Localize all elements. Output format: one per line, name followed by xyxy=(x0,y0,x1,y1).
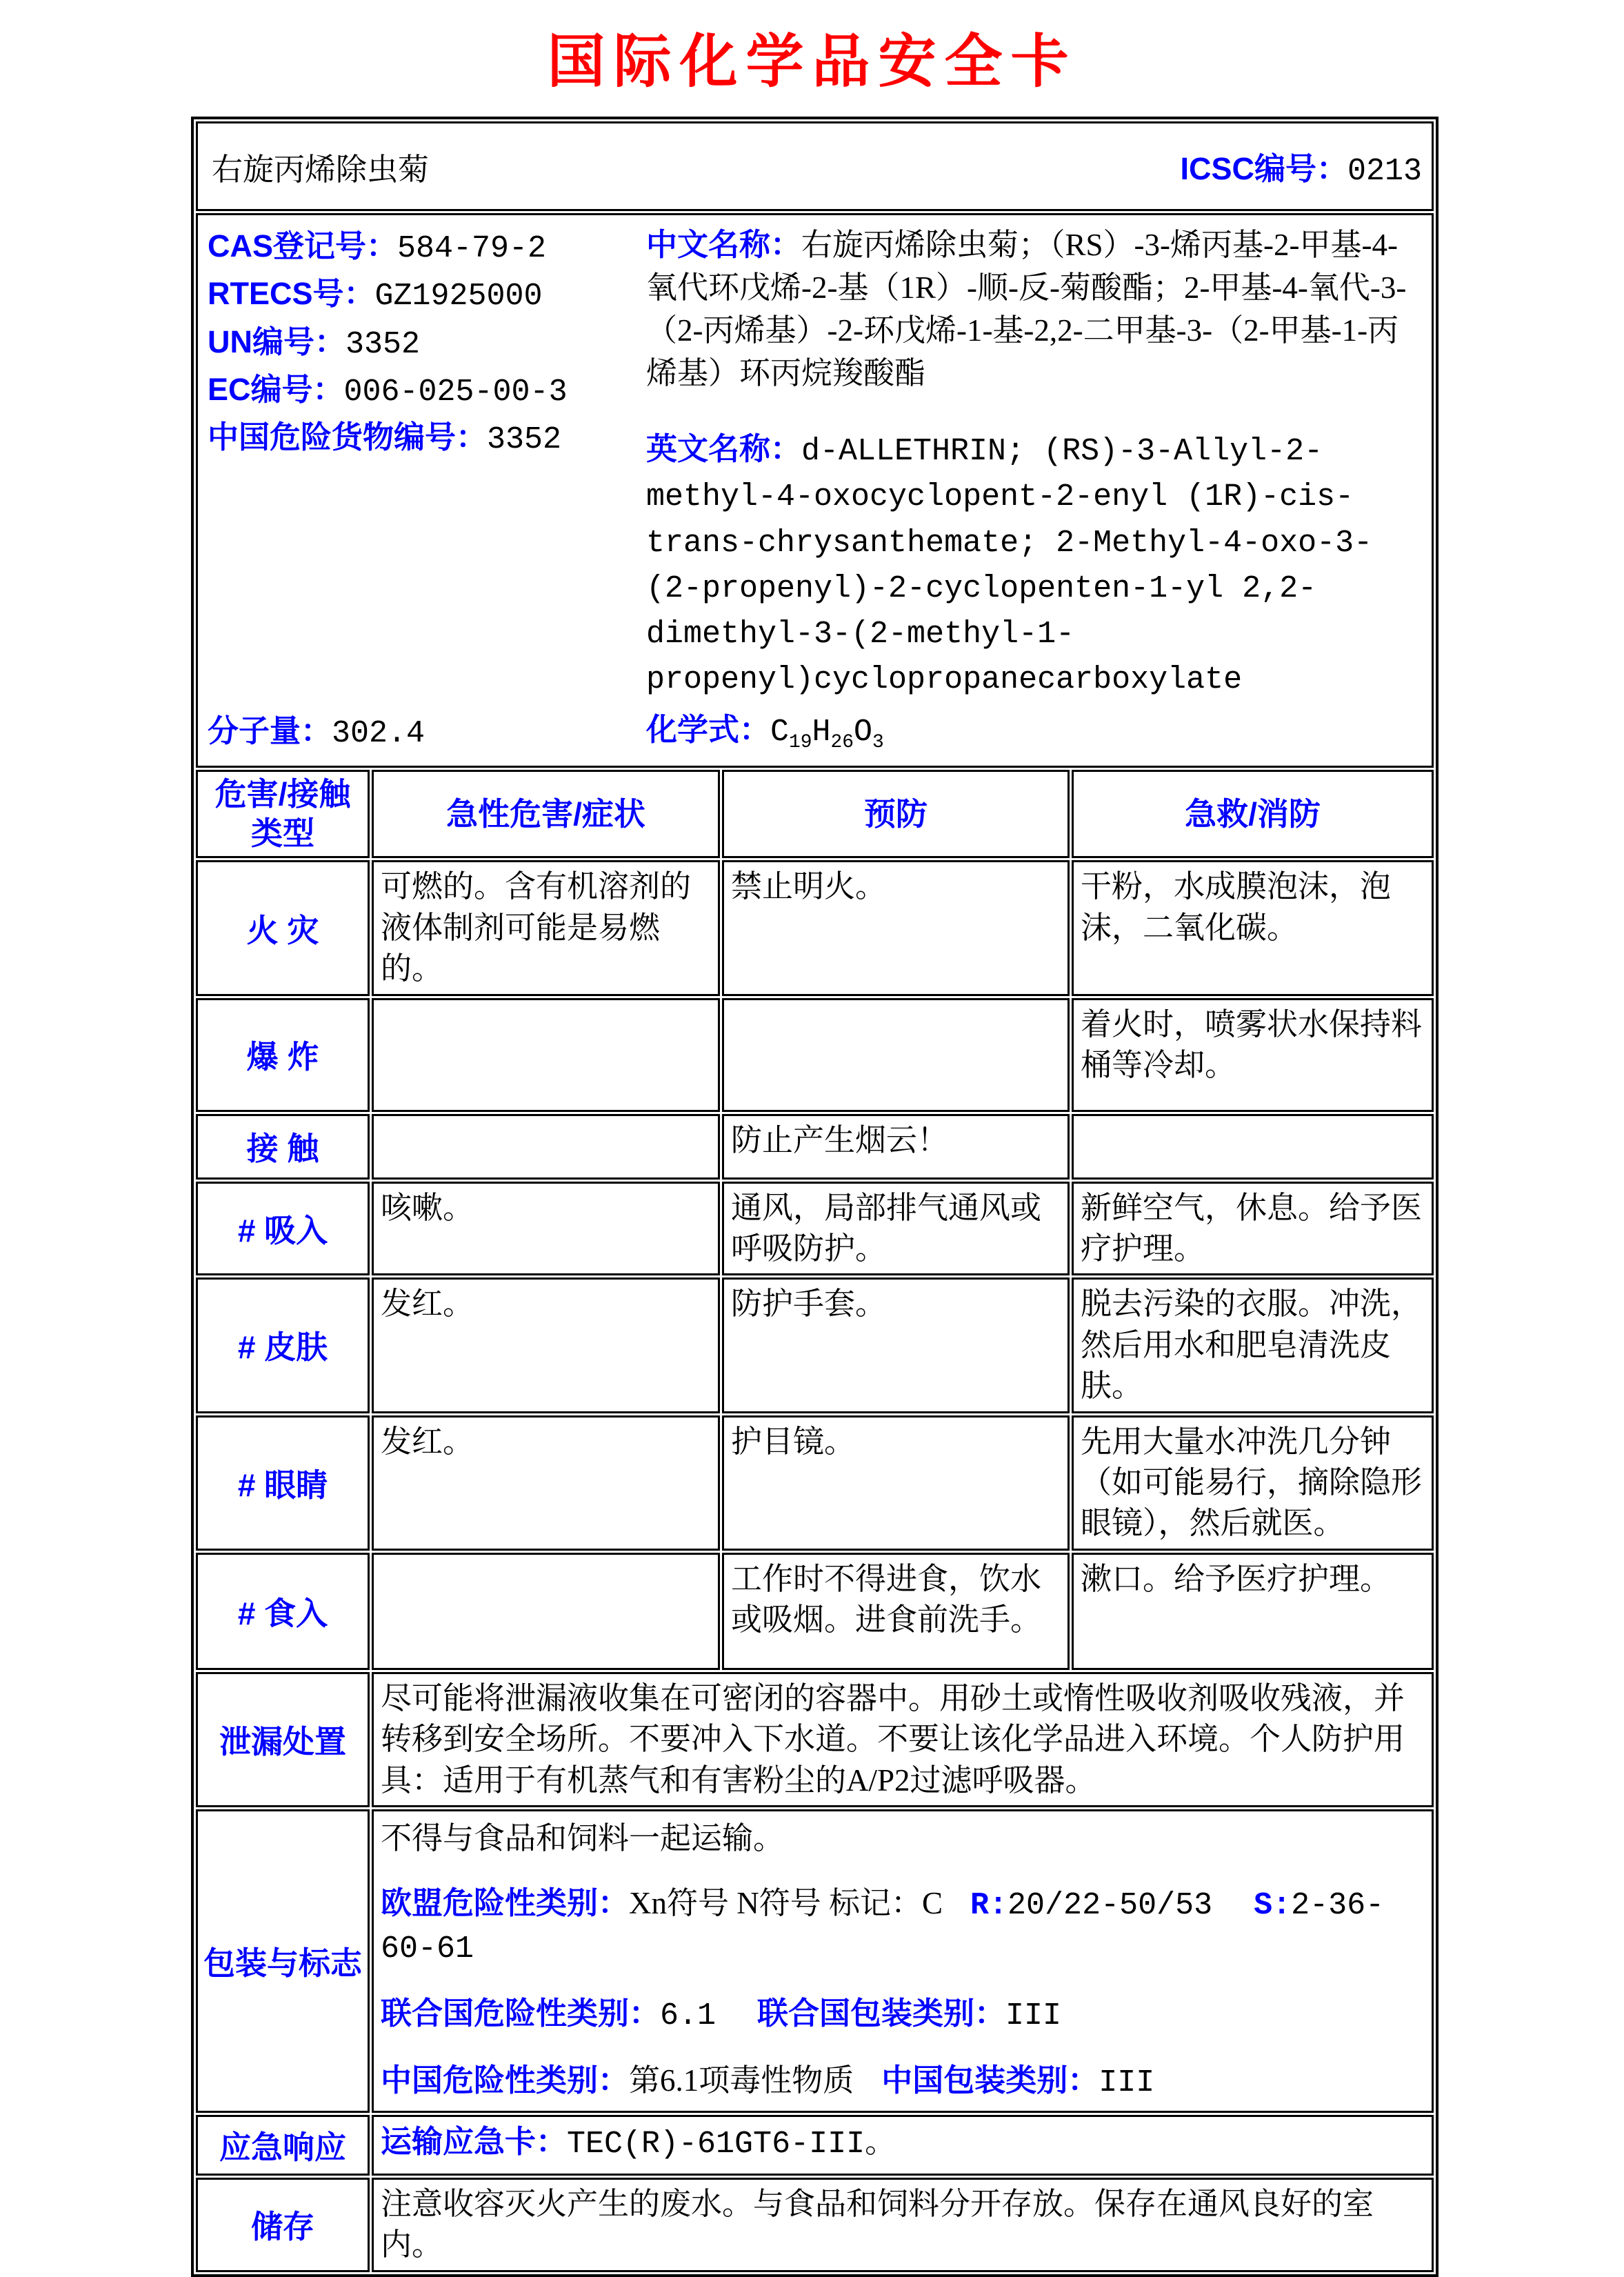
ec-value: 006-025-00-3 xyxy=(343,374,568,410)
eu-class-label: 欧盟危险性类别： xyxy=(381,1885,630,1921)
english-name-paragraph xyxy=(646,428,1425,702)
card-header-row xyxy=(196,121,1434,211)
chemical-name: 右旋丙烯除虫菊 xyxy=(212,152,430,187)
molecular-weight-label: 分子量： xyxy=(208,713,332,749)
cn-pack-value: III xyxy=(1099,2065,1155,2101)
hazard-row-fire-prevention: 禁止明火。 xyxy=(722,860,1070,995)
cas-label: CAS登记号： xyxy=(208,228,398,264)
cn-dg-value: 3352 xyxy=(487,422,562,457)
eu-s-value: 2-36-60-61 xyxy=(381,1888,1385,1967)
chinese-name-paragraph xyxy=(646,223,1425,395)
eu-r-label: R: xyxy=(970,1888,1008,1924)
hazard-row-skin-response: 脱去污染的衣服。冲洗，然后用水和肥皂清洗皮肤。 xyxy=(1072,1277,1434,1413)
packaging-label: 包装与标志 xyxy=(196,1809,370,2113)
hazard-row-explosion-symptoms xyxy=(372,998,720,1112)
storage-section xyxy=(196,2178,1434,2272)
cn-dg-label: 中国危险货物编号： xyxy=(208,419,488,455)
hazard-row-eyes-symptoms: 发红。 xyxy=(372,1415,720,1551)
un-label: UN编号： xyxy=(208,324,345,359)
transport-card-value: TEC(R)-61GT6-III。 xyxy=(567,2126,896,2162)
english-name-value: d-ALLETHRIN; (RS)-3-Allyl-2-methyl-4-oxocyclopent-2-enyl (1R)-cis-trans-chrysanthemate; 2-Methyl-4-oxo-3-(2-propenyl)-2-cyclopenten-1-yl 2,2-dimethyl-3-(2-methyl-1-propenyl)cyclopropanecarboxylate xyxy=(646,434,1373,697)
page-title: 国际化学品安全卡 xyxy=(547,30,1077,95)
hazard-header-response: 急救/消防 xyxy=(1072,770,1434,858)
spill-label: 泄漏处置 xyxy=(196,1672,370,1807)
hazard-header-type: 危害/接触 类型 xyxy=(196,770,370,858)
emergency-label: 应急响应 xyxy=(196,2115,370,2176)
icsc-number: 0213 xyxy=(1347,154,1422,189)
hazard-row-ingestion-prevention: 工作时不得进食，饮水或吸烟。进食前洗手。 xyxy=(722,1553,1070,1670)
cn-class-value: 第6.1项毒性物质 xyxy=(629,2063,854,2098)
storage-label: 储存 xyxy=(196,2178,370,2272)
formula-label: 化学式： xyxy=(646,711,771,747)
hazard-table xyxy=(196,770,1434,1669)
hazard-row-fire-symptoms: 可燃的。含有机溶剂的液体制剂可能是易燃的。 xyxy=(372,860,720,995)
packaging-content xyxy=(372,1809,1434,2113)
icsc-number-group xyxy=(1180,143,1422,189)
emergency-content xyxy=(372,2115,1434,2176)
safety-card xyxy=(191,117,1438,2277)
formula-line xyxy=(646,708,1425,757)
rtecs-value: GZ1925000 xyxy=(374,279,543,315)
identification-section xyxy=(196,213,1434,768)
names-block xyxy=(642,223,1425,756)
registry-lines xyxy=(208,223,642,462)
ec-label: EC编号： xyxy=(208,371,344,407)
hazard-header-symptoms: 急性危害/症状 xyxy=(372,770,720,858)
eu-r-value: 20/22-50/53 xyxy=(1008,1888,1213,1924)
hazard-row-explosion-prevention xyxy=(722,998,1070,1112)
hazard-header-prevention: 预防 xyxy=(722,770,1070,858)
un-value: 3352 xyxy=(345,326,421,362)
hazard-row-exposure-label: 接 触 xyxy=(196,1114,370,1180)
registry-line-cn-dangerous-goods xyxy=(208,415,642,462)
hazard-row-ingestion-label: # 食入 xyxy=(196,1553,370,1670)
rtecs-label: RTECS号： xyxy=(208,276,375,312)
transport-card-label: 运输应急卡： xyxy=(381,2123,568,2159)
hazard-row-inhalation-response: 新鲜空气，休息。给予医疗护理。 xyxy=(1072,1182,1434,1276)
spill-section xyxy=(196,1672,1434,1807)
spill-content: 尽可能将泄漏液收集在可密闭的容器中。用砂土或惰性吸收剂吸收残液，并转移到安全场所。不要冲入下水道。不要让该化学品进入环境。个人防护用具：适用于有机蒸气和有害粉尘的A/P2过滤呼吸器。 xyxy=(372,1672,1434,1807)
icsc-label: ICSC编号： xyxy=(1180,151,1347,186)
registry-line-ec xyxy=(208,367,642,415)
hazard-row-exposure-prevention: 防止产生烟云！ xyxy=(722,1114,1070,1180)
un-class-value: 6.1 xyxy=(660,1998,716,2034)
hazard-row-skin-label: # 皮肤 xyxy=(196,1277,370,1413)
english-name-label: 英文名称： xyxy=(646,431,802,467)
packaging-eu-line xyxy=(381,1882,1425,1969)
registry-numbers xyxy=(208,223,642,756)
eu-symbols: Xn符号 N符号 标记：C xyxy=(629,1886,943,1921)
hazard-row-fire-response: 干粉，水成膜泡沫，泡沫，二氧化碳。 xyxy=(1072,860,1434,995)
hazard-row-exposure-symptoms xyxy=(372,1114,720,1180)
storage-content: 注意收容灭火产生的废水。与食品和饲料分开存放。保存在通风良好的室内。 xyxy=(372,2178,1434,2272)
chinese-name-label: 中文名称： xyxy=(646,227,802,262)
hazard-row-inhalation-label: # 吸入 xyxy=(196,1182,370,1276)
cn-pack-label: 中国包装类别： xyxy=(881,2062,1099,2098)
emergency-section xyxy=(196,2115,1434,2176)
hazard-row-explosion-label: 爆 炸 xyxy=(196,998,370,1112)
molecular-weight-value: 302.4 xyxy=(332,716,425,752)
hazard-row-eyes-prevention: 护目镜。 xyxy=(722,1415,1070,1551)
un-class-label: 联合国危险性类别： xyxy=(381,1996,661,2031)
un-pack-label: 联合国包装类别： xyxy=(757,1996,1006,2031)
cas-value: 584-79-2 xyxy=(397,231,547,266)
hazard-row-inhalation-symptoms: 咳嗽。 xyxy=(372,1182,720,1276)
chinese-name-value: 右旋丙烯除虫菊；（RS）-3-烯丙基-2-甲基-4-氧代环戊烯-2-基（1R）-顺-反-菊酸酯；2-甲基-4-氧代-3-（2-丙烯基）-2-环戊烯-1-基-2,2-二甲基-3-（2-甲基-1-丙烯基）环丙烷羧酸酯 xyxy=(646,228,1407,391)
hazard-row-ingestion-response: 漱口。给予医疗护理。 xyxy=(1072,1553,1434,1670)
packaging-un-line xyxy=(381,1993,1425,2036)
hazard-row-skin-prevention: 防护手套。 xyxy=(722,1277,1070,1413)
hazard-row-eyes-label: # 眼睛 xyxy=(196,1415,370,1551)
hazard-row-inhalation-prevention: 通风，局部排气通风或呼吸防护。 xyxy=(722,1182,1070,1276)
eu-s-label: S: xyxy=(1254,1888,1292,1924)
formula-value: $C_{19}H_{26}O_3$ xyxy=(770,714,884,753)
registry-line-rtecs xyxy=(208,271,642,319)
packaging-section xyxy=(196,1809,1434,2113)
packaging-transport-note: 不得与食品和饲料一起运输。 xyxy=(381,1820,785,1856)
molecular-weight-line xyxy=(208,708,642,756)
registry-line-cas xyxy=(208,223,642,271)
cn-class-label: 中国危险性类别： xyxy=(381,2062,630,2098)
hazard-row-skin-symptoms: 发红。 xyxy=(372,1277,720,1413)
hazard-row-eyes-response: 先用大量水冲洗几分钟（如可能易行，摘除隐形眼镜），然后就医。 xyxy=(1072,1415,1434,1551)
un-pack-value: III xyxy=(1005,1998,1062,2034)
hazard-row-exposure-response xyxy=(1072,1114,1434,1180)
registry-line-un xyxy=(208,319,642,367)
hazard-row-fire-label: 火 灾 xyxy=(196,860,370,995)
hazard-row-explosion-response: 着火时，喷雾状水保持料桶等冷却。 xyxy=(1072,998,1434,1112)
packaging-cn-line xyxy=(381,2060,1425,2103)
hazard-row-ingestion-symptoms xyxy=(372,1553,720,1670)
